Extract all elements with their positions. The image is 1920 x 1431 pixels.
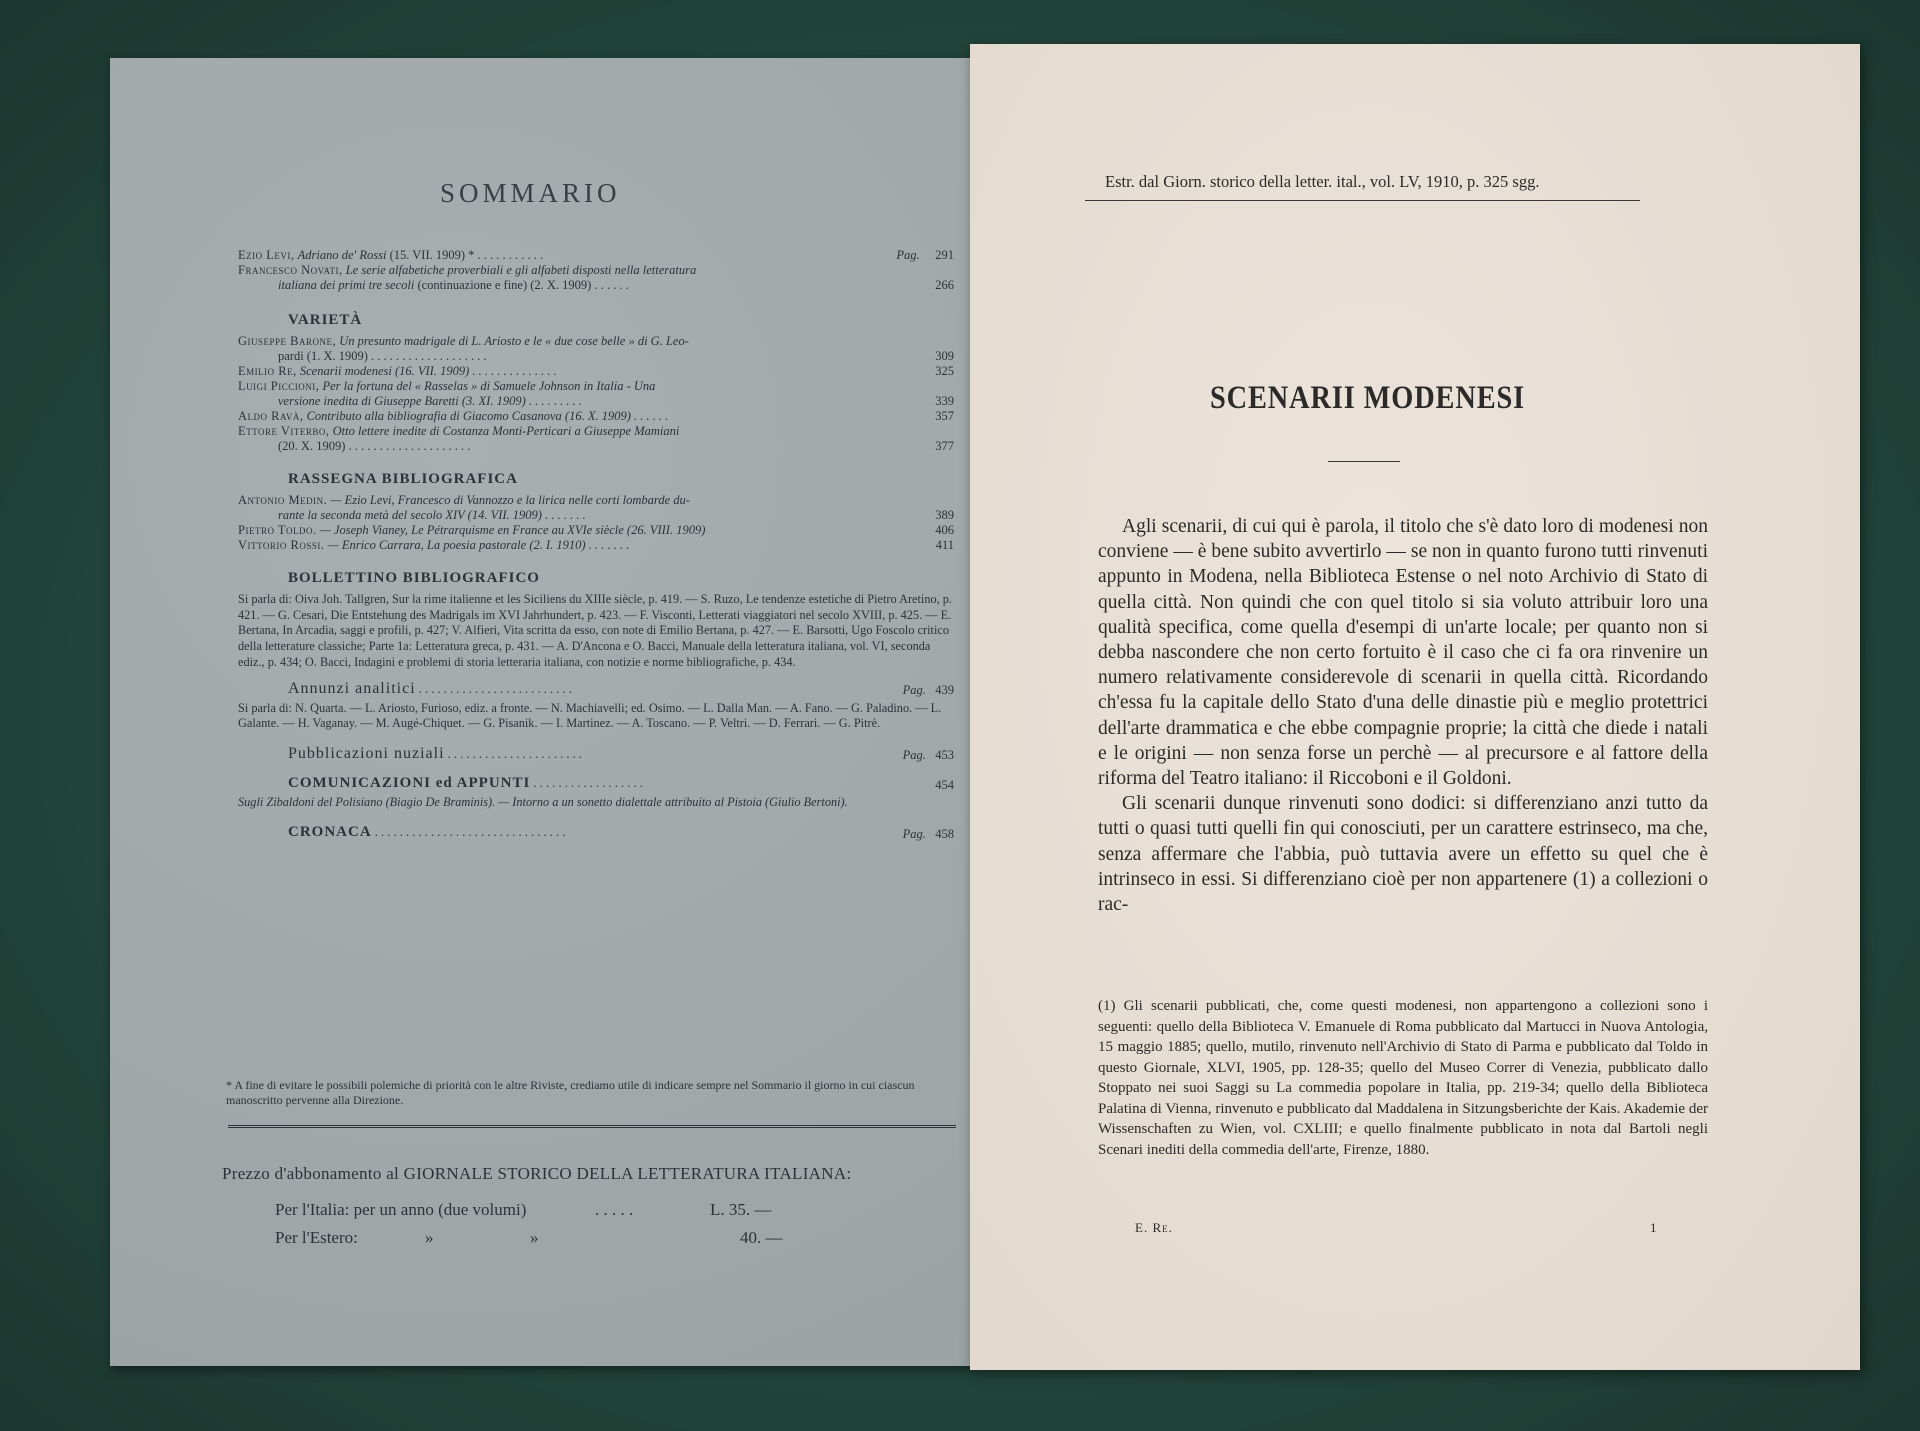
article-footnote: (1) Gli scenarii pubblicati, che, come questi modenesi, non appartengono a collezioni sono i seguenti: quello della Biblioteca V. Emanuele di Roma pubblicato dal Martucci in Nuova Antologia, 15 maggio 1885; quello, mutilo, rinvenuto nell'Archivio di Stato di Parma e pubblicato dal Toldo in questo Giornale, XLVI, 1905, pp. 128-35; quello del Museo Correr di Venezia, pubblicato dallo Stoppato nei suoi Saggi su La commedia popolare in Italia, pp. 219-34; quello della Biblioteca Palatina di Vienna, rinvenuto e pubblicato dal Maddalena in Sitzungsberichte der Kais. Akademie der Wissenschaften zu Wien, vol. CXLIII; e quello finalmente pubblicato in nota dal Bartoli negli Scenari inediti della commedia dell'arte, Firenze, 1880.: [1098, 998, 1708, 1158]
sommario-title: SOMMARIO: [440, 178, 621, 208]
paragraph: Gli scenarii dunque rinvenuti sono dodici: si differenziano anzi tutto da tutti o quasi tutti quelli fin qui conosciuti, per un carattere estrinseco, ma che, senza affermare che l'abbia, può tuttavia avere un effetto su quel che è intrinseco in essi. Si differenziano cioè per non appartenere (1) a collezioni o rac-: [1098, 793, 1708, 916]
price-italia-label: Per l'Italia: per un anno (due volumi): [275, 1200, 527, 1219]
toc-entry: Giuseppe Barone, Un presunto madrigale di L. Ariosto e le « due cose belle » di G. Leo- pardi (1. X. 1909) . . . . . . . . . . . . . . . . . . . 309: [238, 334, 954, 363]
comunicazioni-row: COMUNICAZIONI ed APPUNTI . . . . . . . . . . . . . . . . . . 454: [288, 774, 954, 792]
title-rule: [1328, 461, 1400, 462]
article-title: SCENARII MODENESI: [1210, 380, 1526, 416]
bollettino-text: Si parla di: Oiva Joh. Tallgren, Sur la rime italienne et les Siciliens du XIIIe siècle, p. 419. — S. Ruzo, Le tendenze estetiche di Pietro Aretino, p. 421. — G. Cesari, Die Entstehung des Madrigals im XVI Jahrhundert, p. 423. — F. Visconti, Letterati viaggiatori nel secolo XVIII, p. 425. — E. Bertana, In Arcadia, saggi e profili, p. 427; V. Alfieri, Vita scritta da esso, con note di Emilio Bertana, p. 427. — E. Barsotti, Ugo Foscolo critico della letterature classiche; Parte 1a: Letteratura greca, p. 431. — A. D'Ancona e O. Bacci, Manuale della letteratura italiana, vol. VI, seconda ediz., p. 434; O. Bacci, Indagini e problemi di storia letteraria italiana, con notizie e norme bibliografiche, p. 434.: [238, 592, 953, 669]
comunicazioni-text: Sugli Zibaldoni del Polisiano (Biagio De Braminis). — Intorno a un sonetto dialettale attribuito al Pistoia (Giulio Bertoni).: [238, 794, 848, 809]
toc-entry: Francesco Novati, Le serie alfabetiche proverbiali e gli alfabeti disposti nella letteratura italiana dei primi tre secoli (continuazione e fine) (2. X. 1909) . . . . . . 266: [238, 263, 954, 292]
subscription-price-title: Prezzo d'abbonamento al GIORNALE STORICO DELLA LETTERATURA ITALIANA:: [222, 1164, 852, 1183]
cronaca-row: CRONACA . . . . . . . . . . . . . . . . . . . . . . . . . . . . . . . Pag. 458: [288, 823, 954, 841]
toc-entry: Ezio Levi, Adriano de' Rossi (15. VII. 1909) * . . . . . . . . . . . Pag. 291: [238, 248, 954, 262]
paragraph: Agli scenarii, di cui qui è parola, il titolo che s'è dato loro di modenesi non conviene — è bene subito avvertirlo — se non in quanto furono tutti rinvenuti appunto in Modena, nella Biblioteca Estense o nel noto Archivio di Stato di quella città. Non quindi che con quel titolo si sia voluto attribuir loro una qualità specifica, come quella d'esempi di un'arte locale; per quanto non si debba nascondere che non certo fortuito è il caso che ci fa ora rinvenire un numero relativamente considerevole di scenarii in quella città. Ricordando ch'essa fu la capitale dello Stato d'una delle dinastie più e meglio protettrici dell'arte drammatica e che ebbe compagnie proprie; la città che diede i natali e le origini — non senza forse un perchè — al precursore e al fattore della riforma del Teatro italiano: il Riccoboni e il Goldoni.: [1098, 516, 1708, 790]
table-of-contents: [238, 248, 954, 840]
article-body: [1098, 514, 1708, 917]
annunzi-row: Annunzi analitici . . . . . . . . . . . . . . . . . . . . . . . . . Pag. 439: [288, 679, 954, 697]
price-estero-ditto: »: [530, 1228, 539, 1247]
section-heading-varieta: VARIETÀ: [288, 312, 363, 328]
sommario-footnote: * A fine di evitare le possibili polemiche di priorità con le altre Riviste, crediamo utile di indicare sempre nel Sommario il giorno in cui ciascun manoscritto pervenne alla Direzione.: [226, 1078, 915, 1107]
double-rule: [228, 1125, 956, 1128]
signature-mark: E. Re.: [1135, 1220, 1173, 1235]
price-italia-dots: . . . . .: [595, 1200, 634, 1219]
left-page-sommario: [110, 58, 973, 1366]
toc-entry: Emilio Re, Scenarii modenesi (16. VII. 1909) . . . . . . . . . . . . . . 325: [238, 364, 954, 378]
price-italia-value: L. 35. —: [710, 1200, 772, 1219]
price-estero-ditto: »: [425, 1228, 434, 1247]
header-rule: [1085, 200, 1640, 201]
section-heading-bollettino: BOLLETTINO BIBLIOGRAFICO: [288, 570, 540, 586]
toc-entry: Vittorio Rossi. — Enrico Carrara, La poesia pastorale (2. I. 1910) . . . . . . . 411: [238, 538, 954, 552]
price-estero-value: 40. —: [740, 1228, 783, 1247]
toc-entry: Antonio Medin. — Ezio Levi, Francesco di Vannozzo e la lirica nelle corti lombarde du- rante la seconda metà del secolo XIV (14. VII. 1909) . . . . . . . 389: [238, 493, 954, 522]
toc-entry: Ettore Viterbo, Otto lettere inedite di Costanza Monti-Perticari a Giuseppe Mamiani (20. X. 1909) . . . . . . . . . . . . . . . . . . . . 377: [238, 424, 954, 453]
toc-entry: Luigi Piccioni, Per la fortuna del « Rasselas » di Samuele Johnson in Italia - Una versione inedita di Giuseppe Baretti (3. XI. 1909) . . . . . . . . . 339: [238, 379, 954, 408]
toc-entry: Pietro Toldo. — Joseph Vianey, Le Pétrarquisme en France au XVIe siècle (26. VIII. 1909) 406: [238, 523, 954, 537]
section-heading-rassegna: RASSEGNA BIBLIOGRAFICA: [288, 471, 518, 487]
sheet-number: 1: [1650, 1220, 1657, 1235]
offprint-header: Estr. dal Giorn. storico della letter. ital., vol. LV, 1910, p. 325 sgg.: [1105, 172, 1540, 191]
pubblicazioni-row: Pubblicazioni nuziali . . . . . . . . . . . . . . . . . . . . . . Pag. 453: [288, 744, 954, 762]
price-estero-label: Per l'Estero:: [275, 1228, 358, 1247]
right-page-article: [970, 44, 1860, 1370]
toc-entry: Aldo Ravà, Contributo alla bibliografia di Giacomo Casanova (16. X. 1909) . . . . . . 357: [238, 409, 954, 423]
annunzi-text: Si parla di: N. Quarta. — L. Ariosto, Furioso, ediz. a fronte. — N. Machiavelli; ed. Osimo. — L. Dalla Man. — A. Fano. — G. Paladino. — L. Galante. — H. Vaganay. — M. Augé-Chiquet. — G. Pisanik. — I. Martinez. — A. Toscano. — P. Veltri. — D. Ferrari. — G. Pitrè.: [238, 700, 942, 731]
